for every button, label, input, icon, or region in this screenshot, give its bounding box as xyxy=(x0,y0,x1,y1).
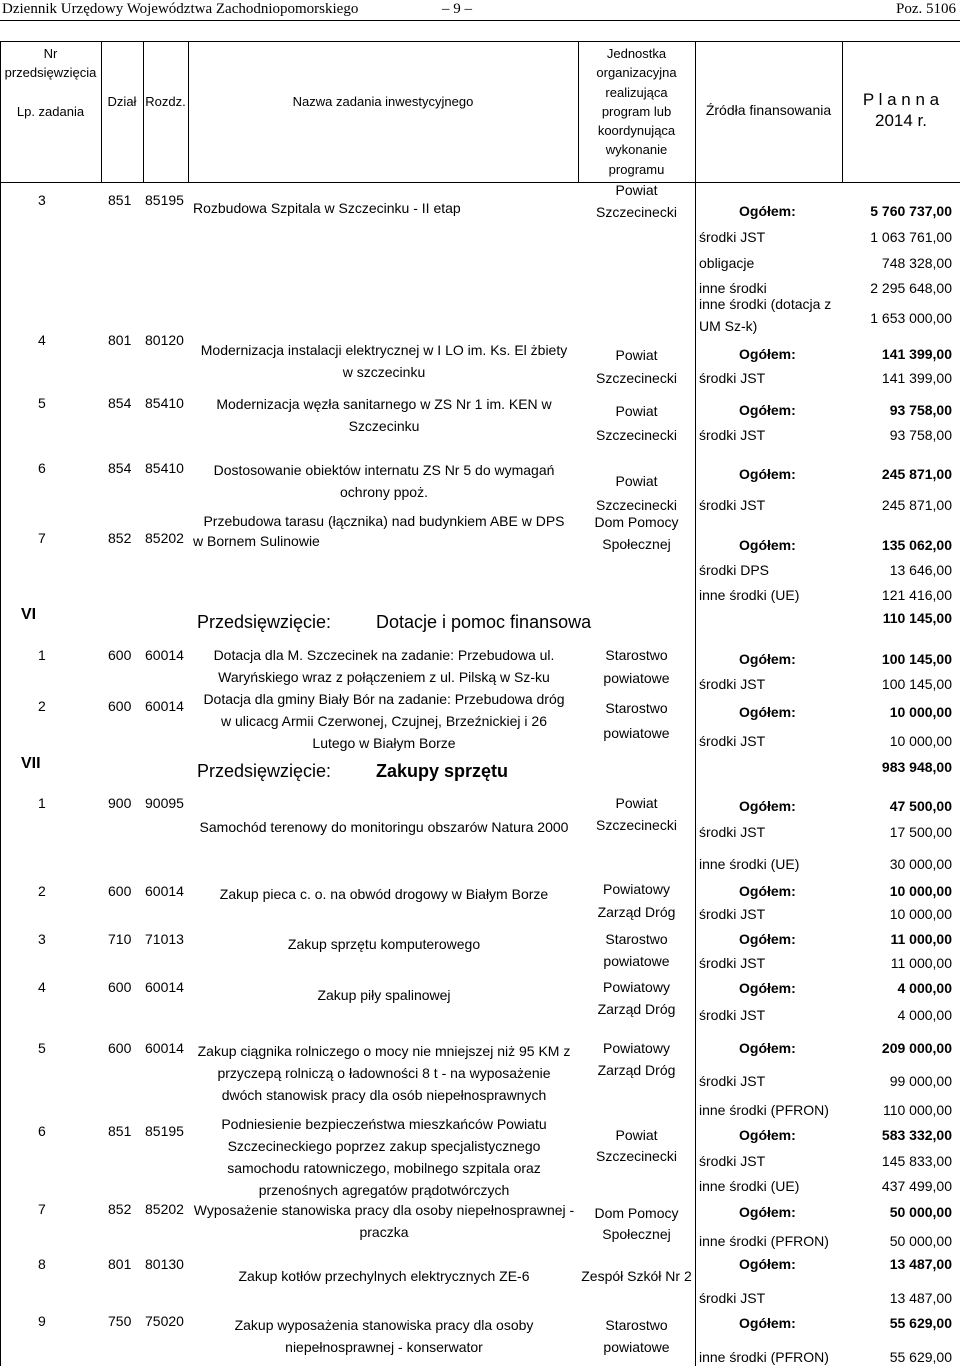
funding-value: 4 000,00 xyxy=(897,1007,952,1023)
task-rozdz: 85410 xyxy=(145,460,184,476)
funding-total-value: 4 000,00 xyxy=(897,980,952,996)
task-rozdz: 60014 xyxy=(145,883,184,899)
task-name-line: Zakup pieca c. o. na obwód drogowy w Białym Borze xyxy=(219,886,549,902)
table-left-border xyxy=(0,41,1,1366)
funding-label: środki JST xyxy=(699,733,766,749)
funding-total-value: 100 145,00 xyxy=(881,651,952,667)
header-col-divider-3 xyxy=(188,41,189,182)
funding-label: środki JST xyxy=(699,497,766,513)
funding-value: 1 653 000,00 xyxy=(870,310,952,326)
funding-value: 141 399,00 xyxy=(881,370,952,386)
task-dzial: 900 xyxy=(108,795,132,811)
funding-total-value: 209 000,00 xyxy=(881,1040,952,1056)
funding-label: środki JST xyxy=(699,676,766,692)
funding-value: 13 487,00 xyxy=(889,1290,952,1306)
task-unit-line: powiatowe xyxy=(603,953,670,969)
task-dzial: 600 xyxy=(108,1040,132,1056)
task-lp: 1 xyxy=(38,795,46,811)
task-unit-line: Zarząd Dróg xyxy=(597,904,676,920)
task-name-line: Szczecineckiego poprzez zakup specjalistycznego xyxy=(227,1138,541,1154)
task-rozdz: 85195 xyxy=(145,1123,184,1139)
task-name-line: Zakup kotłów przechylnych elektrycznych ZE-6 xyxy=(238,1268,530,1284)
funding-total-value: 583 332,00 xyxy=(881,1127,952,1143)
task-name-line: przyczepą rolniczą o ładowności 8 t - na wyposażenie xyxy=(217,1065,551,1081)
funding-value: 93 758,00 xyxy=(889,427,952,443)
funding-label: środki JST xyxy=(699,1007,766,1023)
header-unit: Jednostka organizacyjna realizująca program lub koordynująca wykonanie programu xyxy=(596,46,677,177)
section-total: 110 145,00 xyxy=(882,610,952,626)
task-lp: 6 xyxy=(38,460,46,476)
task-dzial: 600 xyxy=(108,979,132,995)
funding-label-cont: UM Sz-k) xyxy=(699,318,758,334)
section-roman: VII xyxy=(21,755,41,772)
task-unit-line: Społecznej xyxy=(602,1226,671,1242)
task-rozdz: 60014 xyxy=(145,647,184,663)
task-dzial: 852 xyxy=(108,1201,132,1217)
funding-value: 100 145,00 xyxy=(881,676,952,692)
task-name-line: Waryńskiego wraz z połączeniem z ul. Pilską w Sz-ku xyxy=(218,669,550,685)
page-number: – 9 – xyxy=(442,1,472,17)
task-unit-line: Starostwo xyxy=(605,1317,668,1333)
task-lp: 4 xyxy=(38,979,46,995)
sources-col-divider xyxy=(695,41,696,1366)
funding-total-label: Ogółem: xyxy=(739,1204,796,1220)
section-total: 983 948,00 xyxy=(881,759,952,775)
task-unit-line: Powiat xyxy=(615,473,658,489)
task-unit-line: Powiatowy xyxy=(603,979,670,995)
position-number: Poz. 5106 xyxy=(896,1,956,17)
header-dzial: Dział xyxy=(107,94,137,109)
task-lp: 7 xyxy=(38,1201,46,1217)
task-unit-line: Szczecinecki xyxy=(596,1148,677,1164)
header-col-divider-1 xyxy=(101,41,102,182)
task-name-line: Rozbudowa Szpitala w Szczecinku - II etap xyxy=(193,200,461,216)
funding-total-label: Ogółem: xyxy=(739,704,796,720)
task-rozdz: 60014 xyxy=(145,1040,184,1056)
task-unit-line: Szczecinecki xyxy=(596,370,677,386)
funding-total-value: 11 000,00 xyxy=(890,931,952,947)
funding-total-label: Ogółem: xyxy=(739,1127,796,1143)
funding-value: 30 000,00 xyxy=(889,856,952,872)
task-rozdz: 80130 xyxy=(145,1256,184,1272)
task-dzial: 600 xyxy=(108,698,132,714)
task-lp: 9 xyxy=(38,1313,46,1329)
funding-label: obligacje xyxy=(699,255,755,271)
task-name-line: Dostosowanie obiektów internatu ZS Nr 5 do wymagań xyxy=(213,462,555,478)
funding-value: 50 000,00 xyxy=(889,1233,952,1249)
task-name-line: Lutego w Białym Borze xyxy=(312,735,456,751)
task-unit-line: Szczecinecki xyxy=(596,497,677,513)
funding-total-value: 10 000,00 xyxy=(889,883,952,899)
task-unit-line: Dom Pomocy xyxy=(594,514,679,530)
funding-value: 2 295 648,00 xyxy=(870,280,952,296)
task-lp: 1 xyxy=(38,647,46,663)
task-dzial: 854 xyxy=(108,395,132,411)
funding-total-label: Ogółem: xyxy=(739,883,796,899)
task-unit-line: Powiatowy xyxy=(603,881,670,897)
funding-value: 11 000,00 xyxy=(890,955,952,971)
funding-total-label: Ogółem: xyxy=(739,1315,796,1331)
funding-value: 13 646,00 xyxy=(889,562,952,578)
funding-total-label: Ogółem: xyxy=(739,651,796,667)
funding-label: inne środki (UE) xyxy=(699,587,800,603)
funding-value: 17 500,00 xyxy=(889,824,952,840)
task-unit-line: Szczecinecki xyxy=(596,427,677,443)
task-lp: 6 xyxy=(38,1123,46,1139)
task-name-line: Podniesienie bezpieczeństwa mieszkańców Powiatu xyxy=(221,1116,547,1132)
task-unit-line: Szczecinecki xyxy=(596,204,677,220)
task-name-line: Zakup piły spalinowej xyxy=(317,987,451,1003)
task-rozdz: 60014 xyxy=(145,979,184,995)
section-title: Zakupy sprzętu xyxy=(376,761,509,781)
funding-total-label: Ogółem: xyxy=(739,1256,796,1272)
task-name-line: w Bornem Sulinowie xyxy=(193,533,320,549)
funding-value: 55 629,00 xyxy=(889,1349,952,1365)
funding-value: 437 499,00 xyxy=(881,1178,952,1194)
header-rozdz: Rozdz. xyxy=(145,94,186,109)
task-name-line: Dotacja dla M. Szczecinek na zadanie: Przebudowa ul. xyxy=(213,647,555,663)
task-rozdz: 80120 xyxy=(145,332,184,348)
funding-value: 10 000,00 xyxy=(889,733,952,749)
header-col-divider-2 xyxy=(143,41,144,182)
section-label: Przedsięwzięcie: xyxy=(197,761,332,781)
header-nr: Nr przedsięwzięcia Lp. zadania xyxy=(4,46,97,119)
header-task-name: Nazwa zadania inwestycyjnego xyxy=(292,94,474,109)
task-dzial: 801 xyxy=(108,1256,132,1272)
task-dzial: 854 xyxy=(108,460,132,476)
funding-value: 121 416,00 xyxy=(881,587,952,603)
task-name-line: samochodu ratowniczego, mobilnego szpitala oraz xyxy=(227,1160,541,1176)
task-name-line: ochrony ppoż. xyxy=(340,484,428,500)
task-unit-line: Społecznej xyxy=(602,536,671,552)
task-name-line: Modernizacja instalacji elektrycznej w I LO im. Ks. El żbiety xyxy=(200,342,568,358)
task-name-line: w ulicacg Armii Czerwonej, Czujnej, Brzeźnickiej i 26 xyxy=(220,713,547,729)
funding-total-value: 141 399,00 xyxy=(881,346,952,362)
task-name-line: niepełnosprawnej - konserwator xyxy=(285,1339,483,1355)
funding-total-value: 13 487,00 xyxy=(889,1256,952,1272)
task-dzial: 710 xyxy=(108,931,132,947)
funding-total-value: 245 871,00 xyxy=(881,466,952,482)
funding-label: środki JST xyxy=(699,370,766,386)
header-bottom-border xyxy=(0,182,960,183)
funding-label: środki JST xyxy=(699,1073,766,1089)
funding-value: 1 063 761,00 xyxy=(870,229,952,245)
task-dzial: 600 xyxy=(108,647,132,663)
funding-label: środki DPS xyxy=(699,562,770,578)
task-unit-line: Powiatowy xyxy=(603,1040,670,1056)
task-unit-line: Powiat xyxy=(615,403,658,419)
task-name-line: Modernizacja węzła sanitarnego w ZS Nr 1 im. KEN w xyxy=(216,396,552,412)
task-unit-line: powiatowe xyxy=(603,1339,670,1355)
task-dzial: 600 xyxy=(108,883,132,899)
funding-total-label: Ogółem: xyxy=(739,346,796,362)
funding-total-value: 47 500,00 xyxy=(889,798,952,814)
task-name-line: Zakup sprzętu komputerowego xyxy=(287,936,481,952)
funding-label: inne środki xyxy=(699,280,767,296)
task-rozdz: 85202 xyxy=(145,530,184,546)
task-unit-line: powiatowe xyxy=(603,670,670,686)
task-lp: 4 xyxy=(38,332,46,348)
task-unit-line: Powiat xyxy=(615,795,658,811)
funding-label: środki JST xyxy=(699,1290,766,1306)
funding-total-value: 5 760 737,00 xyxy=(870,203,952,219)
task-unit-line: Starostwo xyxy=(605,700,668,716)
funding-label: inne środki (PFRON) xyxy=(699,1233,829,1249)
funding-total-label: Ogółem: xyxy=(739,402,796,418)
task-name-line: Samochód terenowy do monitoringu obszarów Natura 2000 xyxy=(199,819,569,835)
task-lp: 2 xyxy=(38,698,46,714)
task-dzial: 851 xyxy=(108,192,132,208)
funding-label: inne środki (PFRON) xyxy=(699,1102,829,1118)
task-name-line: Zakup ciągnika rolniczego o mocy nie mniejszej niż 95 KM z xyxy=(197,1043,571,1059)
task-dzial: 851 xyxy=(108,1123,132,1139)
funding-total-label: Ogółem: xyxy=(739,466,796,482)
task-unit-line: Szczecinecki xyxy=(596,817,677,833)
funding-total-value: 10 000,00 xyxy=(889,704,952,720)
funding-value: 10 000,00 xyxy=(889,906,952,922)
task-rozdz: 60014 xyxy=(145,698,184,714)
task-unit-line: powiatowe xyxy=(603,725,670,741)
task-name-line: Zakup wyposażenia stanowiska pracy dla osoby xyxy=(234,1317,534,1333)
funding-total-label: Ogółem: xyxy=(739,203,796,219)
funding-total-label: Ogółem: xyxy=(739,980,796,996)
section-title: Dotacje i pomoc finansowa xyxy=(376,612,592,632)
task-unit-line: Zarząd Dróg xyxy=(597,1001,676,1017)
task-dzial: 801 xyxy=(108,332,132,348)
task-rozdz: 90095 xyxy=(145,795,184,811)
task-dzial: 852 xyxy=(108,530,132,546)
funding-label: środki JST xyxy=(699,1153,766,1169)
task-unit-line: Powiat xyxy=(615,182,658,198)
task-lp: 2 xyxy=(38,883,46,899)
funding-total-value: 93 758,00 xyxy=(889,402,952,418)
task-lp: 3 xyxy=(38,931,46,947)
task-lp: 3 xyxy=(38,192,46,208)
task-unit-line: Powiat xyxy=(615,1127,658,1143)
task-rozdz: 85195 xyxy=(145,192,184,208)
task-name-line: dwóch stanowisk pracy dla osób niepełnosprawnych xyxy=(221,1087,547,1103)
funding-total-value: 55 629,00 xyxy=(889,1315,952,1331)
section-label: Przedsięwzięcie: xyxy=(197,612,332,632)
funding-value: 748 328,00 xyxy=(881,255,952,271)
task-rozdz: 85410 xyxy=(145,395,184,411)
header-sources: Źródła finansowania xyxy=(705,102,832,118)
page-header xyxy=(0,0,960,20)
funding-label: inne środki (PFRON) xyxy=(699,1349,829,1365)
task-lp: 7 xyxy=(38,530,46,546)
task-rozdz: 85202 xyxy=(145,1201,184,1217)
funding-label: środki JST xyxy=(699,824,766,840)
task-unit-line: Starostwo xyxy=(605,931,668,947)
page-header-rule xyxy=(0,20,960,21)
funding-label: inne środki (UE) xyxy=(699,856,800,872)
task-name-line: Przebudowa tarasu (łącznika) nad budynkiem ABE w DPS xyxy=(203,513,565,529)
task-name-line: Wyposażenie stanowiska pracy dla osoby niepełnosprawnej - xyxy=(193,1202,575,1218)
task-rozdz: 71013 xyxy=(145,931,184,947)
journal-title: Dziennik Urzędowy Województwa Zachodniopomorskiego xyxy=(2,1,359,17)
funding-value: 245 871,00 xyxy=(881,497,952,513)
task-unit-line: Powiat xyxy=(615,347,658,363)
task-name-line: Dotacja dla gminy Biały Bór na zadanie: Przebudowa dróg xyxy=(203,691,565,707)
task-lp: 5 xyxy=(38,1040,46,1056)
funding-value: 145 833,00 xyxy=(881,1153,952,1169)
header-plan: P l a n n a 2014 r. xyxy=(862,90,940,130)
task-unit-line: Zespół Szkół Nr 2 xyxy=(581,1268,692,1284)
task-lp: 8 xyxy=(38,1256,46,1272)
funding-label: środki JST xyxy=(699,427,766,443)
funding-total-value: 135 062,00 xyxy=(881,537,952,553)
funding-total-label: Ogółem: xyxy=(739,931,796,947)
table-top-border xyxy=(0,41,960,42)
funding-value: 99 000,00 xyxy=(889,1073,952,1089)
funding-total-value: 50 000,00 xyxy=(889,1204,952,1220)
task-rozdz: 75020 xyxy=(145,1313,184,1329)
task-dzial: 750 xyxy=(108,1313,132,1329)
funding-label: inne środki (dotacja z xyxy=(699,296,832,312)
task-name-line: w szczecinku xyxy=(342,364,426,380)
funding-label: środki JST xyxy=(699,229,766,245)
task-name-line: praczka xyxy=(359,1224,409,1240)
task-unit-line: Zarząd Dróg xyxy=(597,1062,676,1078)
task-unit-line: Dom Pomocy xyxy=(594,1205,679,1221)
section-roman: VI xyxy=(21,606,37,623)
funding-total-label: Ogółem: xyxy=(739,537,796,553)
task-name-line: Szczecinku xyxy=(348,418,420,434)
funding-label: środki JST xyxy=(699,955,766,971)
task-name-line: przenośnych agregatów prądotwórczych xyxy=(258,1182,510,1198)
task-unit-line: Starostwo xyxy=(605,647,668,663)
funding-label: środki JST xyxy=(699,906,766,922)
funding-total-label: Ogółem: xyxy=(739,1040,796,1056)
funding-value: 110 000,00 xyxy=(882,1102,952,1118)
funding-label: inne środki (UE) xyxy=(699,1178,800,1194)
task-lp: 5 xyxy=(38,395,46,411)
funding-total-label: Ogółem: xyxy=(739,798,796,814)
